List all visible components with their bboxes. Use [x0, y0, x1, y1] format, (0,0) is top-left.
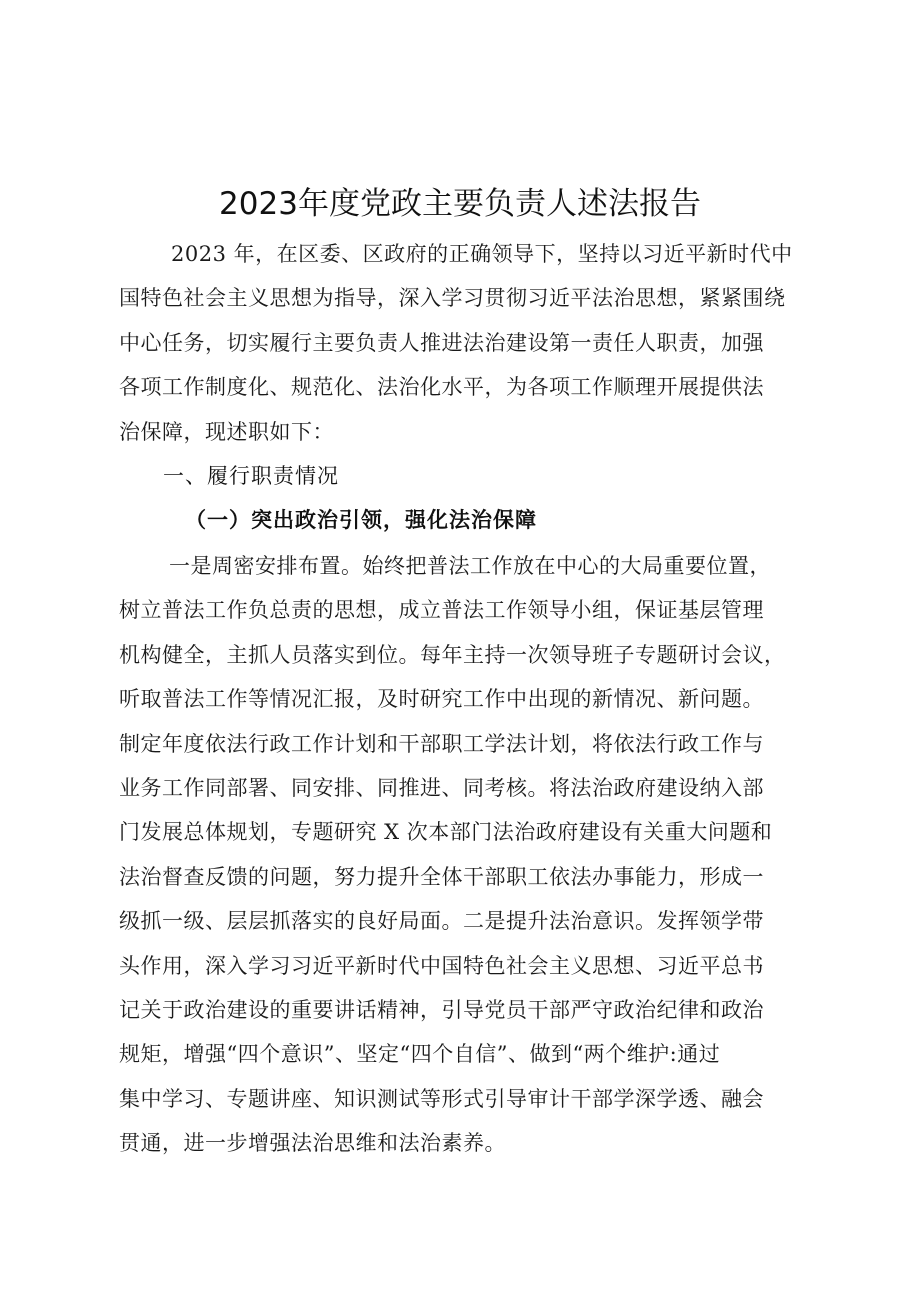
- body-paragraph: [119, 544, 818, 1165]
- intro-line: 中心任务，切实履行主要负责人推进法治建设第一责任人职责，加强: [119, 330, 764, 355]
- body-line: 法治督查反馈的问题，努力提升全体干部职工依法办事能力，形成一: [119, 864, 764, 889]
- subsection-heading: （一）突出政治引领，强化法治保障: [185, 508, 537, 532]
- body-line: 贯通，进一步增强法治思维和法治素养。: [119, 1131, 506, 1156]
- body-line: 业务工作同部署、同安排、同推进、同考核。将法治政府建设纳入部: [119, 775, 764, 800]
- section-heading: 一、履行职责情况: [163, 464, 339, 488]
- intro-line: 治保障，现述职如下：: [119, 419, 334, 444]
- body-line: 听取普法工作等情况汇报，及时研究工作中出现的新情况、新问题。: [119, 687, 764, 712]
- body-line: 规矩，增强“四个意识”、坚定“四个自信”、做到“两个维护:通过: [119, 1042, 721, 1067]
- body-line: 树立普法工作负总责的思想，成立普法工作领导小组，保证基层管理: [119, 598, 764, 623]
- body-line: 记关于政治建设的重要讲话精神，引导党员干部严守政治纪律和政治: [119, 997, 764, 1022]
- intro-line: 国特色社会主义思想为指导，深入学习贯彻习近平法治思想，紧紧围绕: [119, 286, 786, 311]
- body-line: 头作用，深入学习习近平新时代中国特色社会主义思想、习近平总书: [119, 953, 764, 978]
- body-line: 制定年度依法行政工作计划和干部职工学法计划，将依法行政工作与: [119, 731, 764, 756]
- intro-line: 2023 年，在区委、区政府的正确领导下，坚持以习近平新时代中: [171, 242, 793, 266]
- intro-line: 各项工作制度化、规范化、法治化水平，为各项工作顺理开展提供法: [119, 375, 764, 400]
- body-line: 门发展总体规划，专题研究 X 次本部门法治政府建设有关重大问题和: [119, 820, 773, 845]
- body-line: 一是周密安排布置。始终把普法工作放在中心的大局重要位置，: [169, 554, 771, 578]
- document-title: 2023年度党政主要负责人述法报告: [219, 186, 701, 222]
- body-line: 机构健全，主抓人员落实到位。每年主持一次领导班子专题研讨会议，: [119, 642, 786, 667]
- body-line: 集中学习、专题讲座、知识测试等形式引导审计干部学深学透、融会: [119, 1086, 764, 1111]
- body-line: 级抓一级、层层抓落实的良好局面。二是提升法治意识。发挥领学带: [119, 909, 764, 934]
- intro-paragraph: [119, 232, 818, 454]
